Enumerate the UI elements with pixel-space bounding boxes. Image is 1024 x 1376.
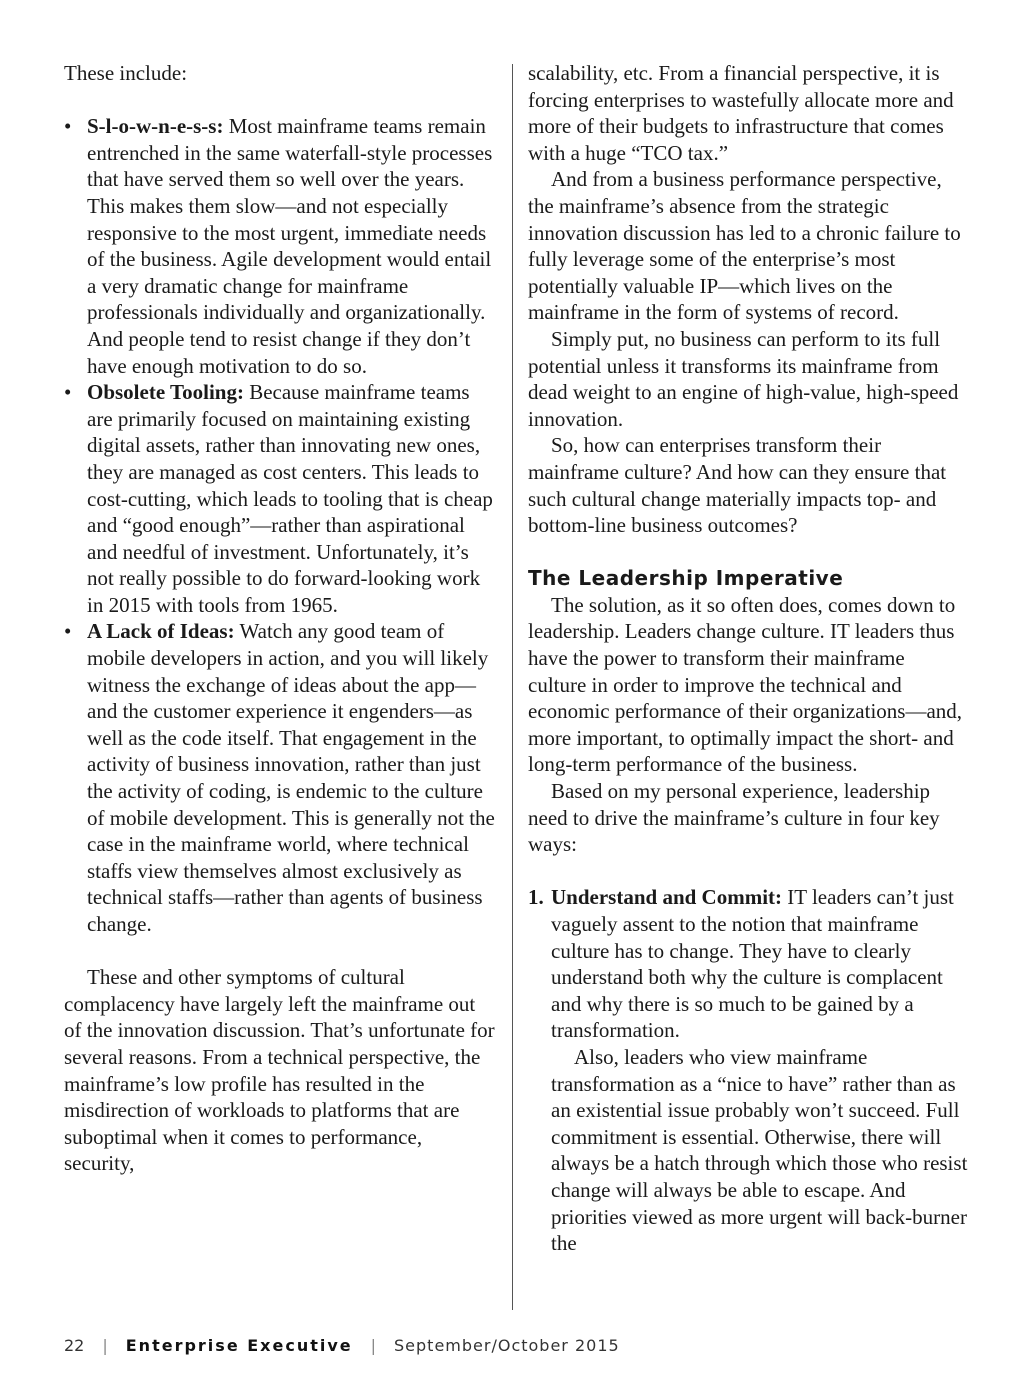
page-number: 22 — [64, 1335, 85, 1355]
step-text: IT leaders can’t just vaguely assent to the notion that mainframe culture has to change. They have to clearly understand both why the culture is complacent and why there is so much to be gained by a transformation. — [551, 885, 954, 1043]
list-item — [64, 618, 496, 937]
paragraph: So, how can enterprises transform their mainframe culture? And how can they ensure that such cultural change materially impacts top- and bottom-line business outcomes? — [528, 433, 947, 538]
bullet-lead: Obsolete Tooling: — [87, 380, 244, 405]
paragraph: Simply put, no business can perform to its full potential unless it transforms its mainframe from dead weight to an engine of high-value, high-speed innovation. — [528, 326, 959, 431]
page-footer — [64, 1333, 620, 1357]
bullet-lead: A Lack of Ideas: — [87, 619, 235, 644]
bullet-text: Because mainframe teams are primarily focused on maintaining existing digital assets, rather than innovating new ones, they are managed as cost centers. This leads to cost-cutting, which leads to tooling that is cheap and “good enough”—rather than aspirational and needful of investment. Unfortunately, it’s not really possible to do forward-looking work in 2015 with tools from 1965. — [87, 380, 493, 617]
bullet-icon: • — [64, 619, 72, 644]
paragraph: scalability, etc. From a financial perspective, it is forcing enterprises to wastefully allocate more and more of their budgets to infrastructure that comes with a huge “TCO tax.” — [528, 61, 954, 165]
step-lead: Understand and Commit: — [551, 885, 783, 910]
footer-separator: | — [102, 1335, 108, 1355]
step-text-continued: Also, leaders who view mainframe transformation as a “nice to have” rather than as an existential issue probably won’t succeed. Full commitment is essential. Otherwise, there will always be a hatch through which those who resist change will always be able to escape. And priorities viewed as more urgent will back-burner the — [551, 1044, 968, 1256]
list-item — [528, 884, 968, 1256]
issue-date: September/October 2015 — [394, 1335, 620, 1355]
right-column — [528, 60, 968, 1257]
spacer — [528, 539, 968, 566]
paragraph: Based on my personal experience, leadership need to drive the mainframe’s culture in four key ways: — [528, 779, 940, 857]
left-column — [64, 60, 496, 1177]
column-divider — [512, 64, 513, 1310]
section-heading: The Leadership Imperative — [528, 566, 844, 591]
bullet-text: Watch any good team of mobile developers in action, and you will likely witness the exchange of ideas about the app—and the customer experience it engenders—as well as the code itself. That engagement in the activity of business innovation, rather than just the activity of coding, is endemic to the culture of mobile development. This is generally not the case in the mainframe world, where technical staffs view themselves almost exclusively as technical staffs—rather than agents of business change. — [87, 619, 495, 936]
list-item — [64, 379, 496, 618]
list-item — [64, 113, 496, 379]
spacer — [64, 938, 496, 965]
leadership-steps — [528, 884, 968, 1256]
step-number: 1. — [528, 885, 544, 910]
closing-paragraph: These and other symptoms of cultural complacency have largely left the mainframe out of the innovation discussion. That’s unfortunate for several reasons. From a technical perspective, the mainframe’s low profile has resulted in the misdirection of workloads to platforms that are suboptimal when it comes to performance, security, — [64, 965, 495, 1176]
bullet-lead: S-l-o-w-n-e-s-s: — [87, 114, 224, 139]
symptom-list — [64, 113, 496, 937]
paragraph: And from a business performance perspective, the mainframe’s absence from the strategic innovation discussion has led to a chronic failure to fully leverage some of the enterprise’s most potentially valuable IP—which lives on the mainframe in the form of systems of record. — [528, 167, 961, 325]
paragraph: The solution, as it so often does, comes down to leadership. Leaders change culture. IT leaders thus have the power to transform their mainframe culture in order to improve the technical and economic performance of their organizations—and, more important, to optimally impact the short- and long-term performance of the business. — [528, 592, 963, 777]
bullet-text: Most mainframe teams remain entrenched in the same waterfall-style processes that have served them so well over the years. This makes them slow—and not especially responsive to the most urgent, immediate needs of the business. Agile development would entail a very dramatic change for mainframe professionals individually and organizationally. And people tend to resist change if they don’t have enough motivation to do so. — [87, 114, 493, 378]
intro-text: These include: — [64, 61, 188, 85]
spacer — [528, 858, 968, 885]
bullet-icon: • — [64, 380, 72, 405]
publication-name: Enterprise Executive — [125, 1335, 353, 1355]
footer-separator: | — [370, 1335, 377, 1355]
bullet-icon: • — [64, 114, 72, 139]
spacer — [64, 87, 496, 114]
